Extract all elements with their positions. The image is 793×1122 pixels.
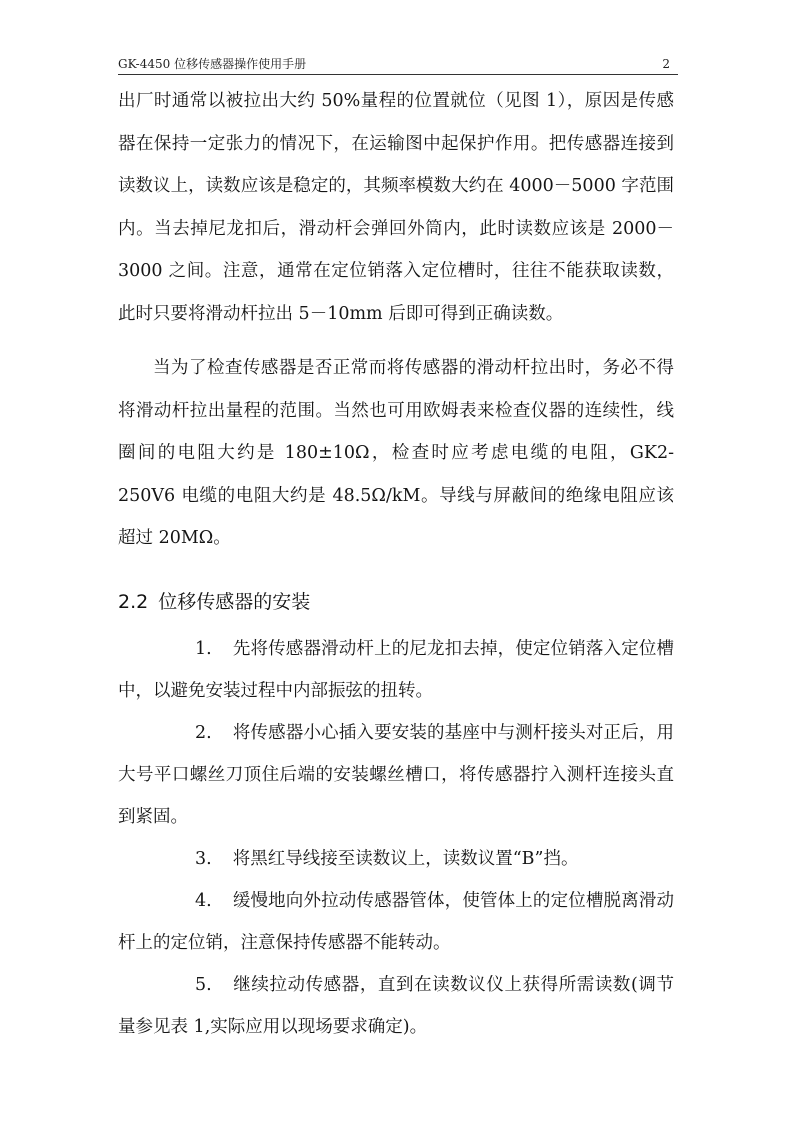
section-number: 2.2 xyxy=(118,590,149,613)
section-heading xyxy=(118,582,674,622)
page-number: 2 xyxy=(662,57,670,71)
document-title: GK-4450 位移传感器操作使用手册 xyxy=(118,57,307,71)
installation-steps xyxy=(118,628,674,1048)
step-text: 缓慢地向外拉动传感器管体，使管体上的定位槽脱离滑动杆上的定位销，注意保持传感器不能转动。 xyxy=(118,890,674,953)
section-title: 位移传感器的安装 xyxy=(158,590,311,613)
step-text: 先将传感器滑动杆上的尼龙扣去掉，使定位销落入定位槽中，以避免安装过程中内部振弦的扭转。 xyxy=(118,638,674,701)
step-text: 将传感器小心插入要安装的基座中与测杆接头对正后，用大号平口螺丝刀顶住后端的安装螺丝槽口，将传感器拧入测杆连接头直到紧固。 xyxy=(118,722,674,827)
paragraph-continued: 出厂时通常以被拉出大约 50%量程的位置就位（见图 1），原因是传感器在保持一定张力的情况下，在运输图中起保护作用。把传感器连接到读数议上，读数应该是稳定的，其频率模数大约在 4000－5000 字范围内。当去掉尼龙扣后，滑动杆会弹回外筒内，此时读数应该是 2000－3000 之间。注意，通常在定位销落入定位槽时，往往不能获取读数，此时只要将滑动杆拉出 5－10mm 后即可得到正确读数。 xyxy=(118,91,674,324)
step-text: 将黑红导线接至读数议上，读数议置“B”挡。 xyxy=(232,848,579,869)
step-number: 2. xyxy=(195,722,212,743)
step-item xyxy=(118,628,674,712)
step-item xyxy=(118,838,674,880)
page-header xyxy=(118,56,678,75)
document-body xyxy=(118,80,674,1048)
step-number: 3. xyxy=(195,848,212,869)
step-item xyxy=(118,712,674,838)
step-number: 1. xyxy=(195,638,212,659)
step-item xyxy=(118,964,674,1048)
step-number: 5. xyxy=(195,974,212,995)
step-item xyxy=(118,880,674,964)
step-text: 继续拉动传感器，直到在读数议仪上获得所需读数(调节量参见表 1,实际应用以现场要求确定)。 xyxy=(118,974,674,1037)
paragraph-check-sensor: 当为了检查传感器是否正常而将传感器的滑动杆拉出时，务必不得将滑动杆拉出量程的范围。当然也可用欧姆表来检查仪器的连续性，线圈间的电阻大约是 180±10Ω，检查时应考虑电缆的电阻，GK2-250V6 电缆的电阻大约是 48.5Ω/kM。导线与屏蔽间的绝缘电阻应该超过 20MΩ。 xyxy=(118,358,674,548)
step-number: 4. xyxy=(195,890,212,911)
